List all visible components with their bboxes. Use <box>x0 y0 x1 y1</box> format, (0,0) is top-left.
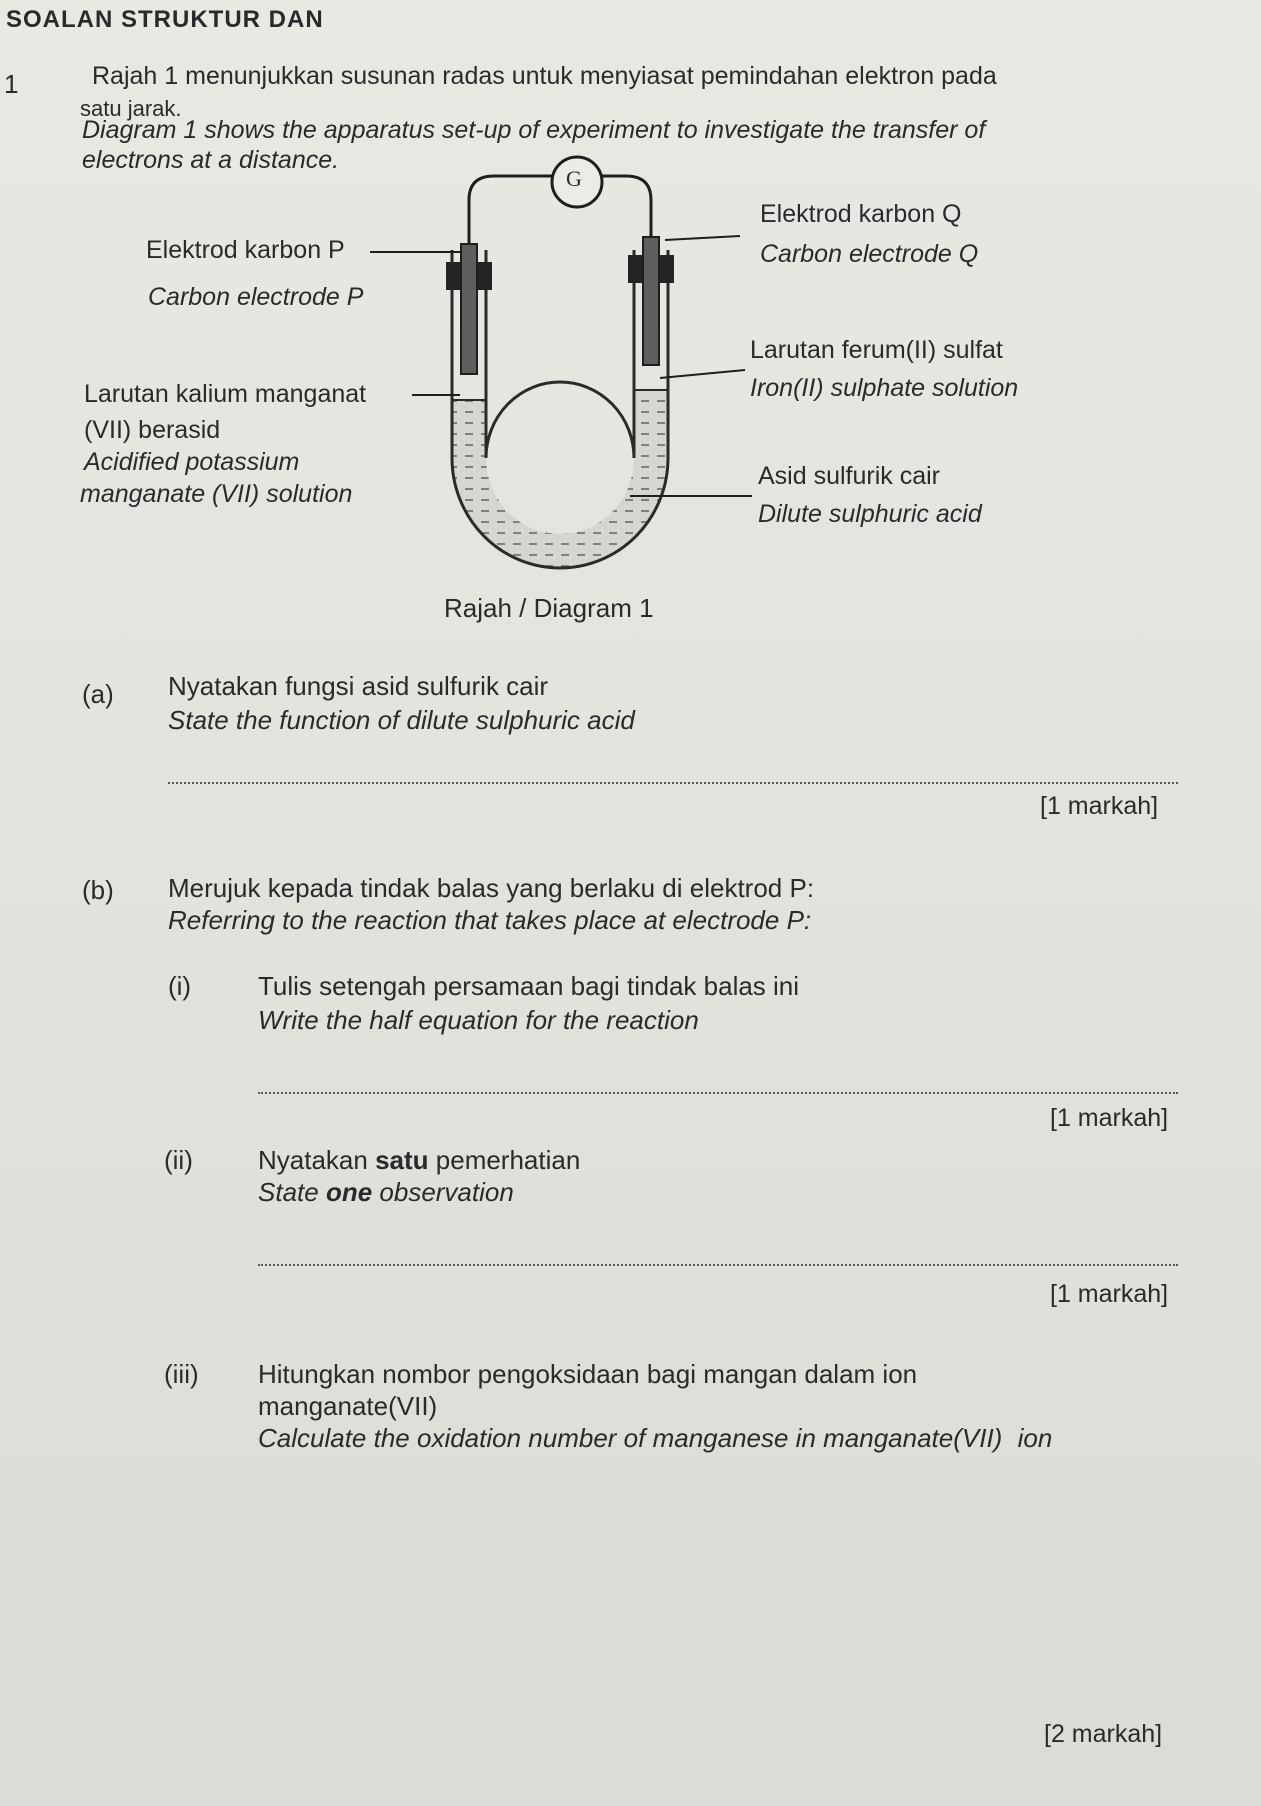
part-b-ii-marks: [1 markah] <box>1050 1280 1169 1308</box>
part-b-iii-marks: [2 markah] <box>1044 1720 1163 1748</box>
electrode-q-english: Carbon electrode Q <box>760 240 979 268</box>
diagram-caption: Rajah / Diagram 1 <box>444 593 654 623</box>
part-b-english: Referring to the reaction that takes place at electrode P: <box>168 905 812 935</box>
part-a-label: (a) <box>82 679 114 709</box>
part-b-ii-label: (ii) <box>164 1145 193 1175</box>
u-tube-liquid <box>452 390 668 568</box>
part-b-iii-malay-1: Hitungkan nombor pengoksidaan bagi mangan dalam ion <box>258 1359 918 1389</box>
question-number: 1 <box>4 69 19 99</box>
part-a-malay: Nyatakan fungsi asid sulfurik cair <box>168 671 549 701</box>
part-a-english: State the function of dilute sulphuric acid <box>168 705 635 735</box>
part-b-malay: Merujuk kepada tindak balas yang berlaku di elektrod P: <box>168 873 815 903</box>
part-a-answer-line[interactable] <box>168 782 1178 784</box>
left-solution-english-2: manganate (VII) solution <box>80 480 353 508</box>
part-a-marks: [1 markah] <box>1040 792 1159 820</box>
acid-label-malay: Asid sulfurik cair <box>758 462 940 490</box>
right-solution-english: Iron(II) sulphate solution <box>750 374 1019 402</box>
part-b-ii-answer-line[interactable] <box>258 1264 1178 1266</box>
electrode-p-malay: Elektrod karbon P <box>146 236 345 264</box>
intro-malay-line-2: satu jarak. <box>80 96 182 121</box>
part-b-ii-malay: Nyatakan satu pemerhatian <box>258 1145 581 1175</box>
page-header: SOALAN STRUKTUR DAN <box>6 6 324 33</box>
part-b-i-answer-line[interactable] <box>258 1092 1178 1094</box>
intro-malay-line-1: Rajah 1 menunjukkan susunan radas untuk menyiasat pemindahan elektron pada <box>92 62 997 90</box>
part-b-iii-label: (iii) <box>164 1359 199 1389</box>
part-b-iii-english: Calculate the oxidation number of manganese in manganate(VII) ion <box>258 1423 1053 1453</box>
galvanometer-label: G <box>566 166 582 191</box>
carbon-electrode-p <box>461 244 477 374</box>
part-b-i-label: (i) <box>168 971 192 1001</box>
part-b-iii-malay-2: manganate(VII) <box>258 1391 438 1421</box>
left-solution-malay-1: Larutan kalium manganat <box>84 380 367 408</box>
part-b-i-english: Write the half equation for the reaction <box>258 1005 699 1035</box>
acid-label-english: Dilute sulphuric acid <box>758 500 982 528</box>
left-solution-malay-2: (VII) berasid <box>84 416 221 444</box>
electrode-p-english: Carbon electrode P <box>148 283 364 311</box>
part-b-label: (b) <box>82 875 114 905</box>
part-b-i-marks: [1 markah] <box>1050 1104 1169 1132</box>
electrode-q-malay: Elektrod karbon Q <box>760 200 962 228</box>
intro-english-line-2: electrons at a distance. <box>82 146 340 174</box>
intro-english-line-1: Diagram 1 shows the apparatus set-up of experiment to investigate the transfer of <box>82 116 986 144</box>
part-b-i-malay: Tulis setengah persamaan bagi tindak balas ini <box>258 971 800 1001</box>
right-solution-malay: Larutan ferum(II) sulfat <box>750 336 1003 364</box>
part-b-ii-english: State one observation <box>258 1177 514 1207</box>
left-solution-english-1: Acidified potassium <box>84 448 300 476</box>
